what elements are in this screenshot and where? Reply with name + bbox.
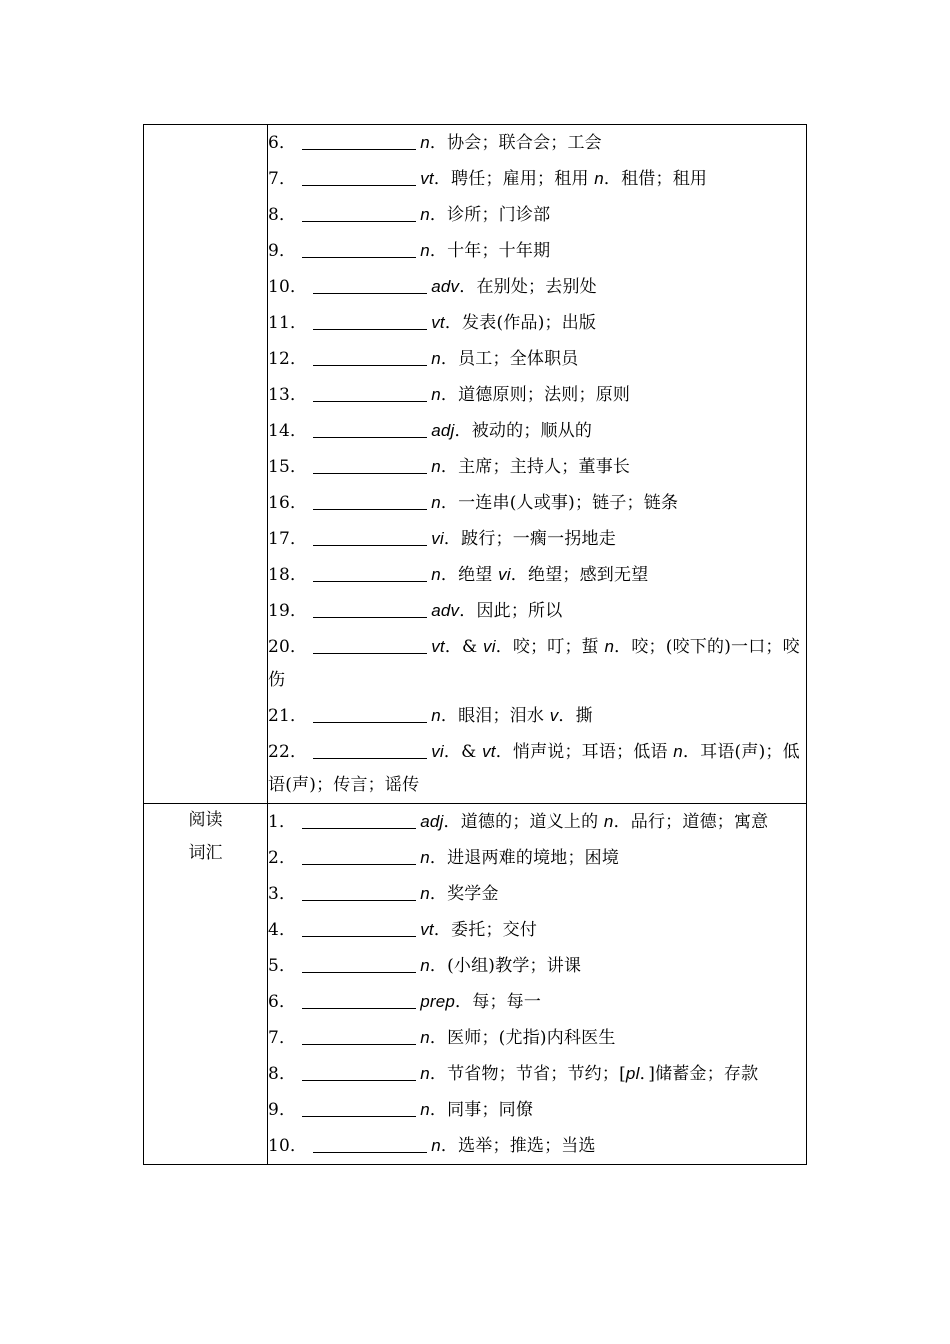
part-of-speech: n [604, 637, 615, 656]
entry-number: 9． [268, 1100, 297, 1120]
part-of-speech: adj [420, 812, 444, 831]
vocab-entry [268, 521, 806, 557]
vocab-entry [268, 341, 806, 377]
answer-blank[interactable] [302, 1062, 416, 1081]
vocab-entry [268, 734, 806, 803]
vocab-entry [268, 984, 806, 1020]
vocab-entry [268, 557, 806, 593]
answer-blank[interactable] [302, 846, 416, 865]
definition-text: ．耳语(声)；低语(声)；传言；谣传 [268, 742, 800, 795]
definition-text: ．因此；所以 [459, 601, 563, 621]
definition-text: ．& [443, 742, 483, 762]
vocab-entry [268, 804, 806, 840]
part-of-speech: vt [431, 313, 445, 332]
definition-text: ．]储蓄金；存款 [639, 1064, 759, 1084]
vocab-entry [268, 593, 806, 629]
part-of-speech: n [420, 1100, 430, 1119]
answer-blank[interactable] [302, 954, 416, 973]
answer-blank[interactable] [302, 990, 416, 1009]
vocab-entry [268, 1020, 806, 1056]
answer-blank[interactable] [313, 311, 427, 330]
part-of-speech: n [431, 1136, 441, 1155]
entry-number: 20． [268, 637, 308, 657]
part-of-speech: vi [483, 637, 496, 656]
word-list-cell [268, 125, 807, 804]
answer-blank[interactable] [313, 347, 427, 366]
answer-blank[interactable] [313, 635, 427, 654]
definition-text: ．悄声说；耳语；低语 [495, 742, 674, 762]
definition-text: ．委托；交付 [433, 920, 538, 940]
definition-text: ．品行；道德；寓意 [613, 812, 769, 832]
vocab-entry [268, 125, 806, 161]
part-of-speech: n [431, 349, 441, 368]
part-of-speech: v [549, 706, 559, 725]
section-label-cell [144, 125, 268, 804]
definition-text: ．发表(作品)；出版 [444, 313, 597, 333]
definition-text: ．医师；(尤指)内科医生 [429, 1028, 616, 1048]
entry-number: 12． [268, 349, 308, 369]
answer-blank[interactable] [302, 239, 416, 258]
definition-text: ．员工；全体职员 [440, 349, 579, 369]
entry-number: 7． [268, 169, 297, 189]
vocab-entry [268, 161, 806, 197]
definition-text: ．在别处；去别处 [459, 277, 597, 297]
answer-blank[interactable] [313, 455, 427, 474]
answer-blank[interactable] [313, 599, 427, 618]
vocab-entry [268, 233, 806, 269]
definition-text: ．每；每一 [455, 992, 542, 1012]
definition-text: ．租借；租用 [603, 169, 708, 189]
entry-number: 22． [268, 742, 308, 762]
part-of-speech: vt [482, 742, 496, 761]
vocab-entry [268, 876, 806, 912]
part-of-speech: vi [431, 529, 444, 548]
part-of-speech: vt [420, 169, 434, 188]
part-of-speech: n [431, 706, 441, 725]
entry-number: 6． [268, 133, 297, 153]
definition-text: ．选举；推选；当选 [440, 1136, 596, 1156]
definition-text: ．道德原则；法则；原则 [440, 385, 631, 405]
entry-number: 7． [268, 1028, 297, 1048]
entry-number: 8． [268, 1064, 297, 1084]
answer-blank[interactable] [302, 1098, 416, 1117]
entry-number: 6． [268, 992, 297, 1012]
entry-number: 18． [268, 565, 308, 585]
vocab-entry [268, 912, 806, 948]
definition-text: ．聘任；雇用；租用 [433, 169, 595, 189]
part-of-speech: n [431, 457, 441, 476]
entry-number: 21． [268, 706, 308, 726]
answer-blank[interactable] [302, 167, 416, 186]
section-label-line2: 词汇 [188, 843, 223, 863]
part-of-speech: prep [420, 992, 456, 1011]
definition-text: ．十年；十年期 [429, 241, 551, 261]
entry-number: 19． [268, 601, 308, 621]
answer-blank[interactable] [302, 203, 416, 222]
entry-number: 9． [268, 241, 297, 261]
answer-blank[interactable] [302, 918, 416, 937]
definition-text: ．奖学金 [429, 884, 499, 904]
part-of-speech: n [420, 205, 430, 224]
part-of-speech: vi [431, 742, 444, 761]
part-of-speech: adv [431, 277, 460, 296]
entry-number: 10． [268, 277, 308, 297]
vocab-entry [268, 197, 806, 233]
vocab-entry [268, 948, 806, 984]
part-of-speech: n [420, 884, 430, 903]
answer-blank[interactable] [313, 704, 427, 723]
part-of-speech: n [420, 241, 430, 260]
entry-number: 4． [268, 920, 297, 940]
vocab-entry [268, 629, 806, 698]
definition-text: ．协会；联合会；工会 [429, 133, 602, 153]
entry-number: 1． [268, 812, 297, 832]
part-of-speech: n [420, 133, 430, 152]
definition-text: ．咬；叮；蜇 [495, 637, 605, 657]
section-label-line1: 阅读 [188, 810, 223, 830]
part-of-speech: n [420, 848, 430, 867]
answer-blank[interactable] [313, 275, 427, 294]
definition-text: ．跛行；一瘸一拐地走 [443, 529, 616, 549]
word-list-cell [268, 804, 807, 1165]
vocab-entry [268, 269, 806, 305]
vocab-entry [268, 840, 806, 876]
part-of-speech: vt [431, 637, 445, 656]
answer-blank[interactable] [302, 1026, 416, 1045]
part-of-speech: n [603, 812, 614, 831]
vocab-entry [268, 449, 806, 485]
vocab-entry [268, 1056, 806, 1092]
definition-text: ．诊所；门诊部 [429, 205, 551, 225]
entry-number: 3． [268, 884, 297, 904]
definition-text: ．主席；主持人；董事长 [440, 457, 631, 477]
entry-number: 17． [268, 529, 308, 549]
answer-blank[interactable] [302, 810, 416, 829]
definition-text: ．被动的；顺从的 [454, 421, 593, 441]
part-of-speech: n [431, 565, 441, 584]
part-of-speech: n [431, 385, 441, 404]
answer-blank[interactable] [302, 131, 416, 150]
part-of-speech: n [431, 493, 441, 512]
table-row [144, 804, 807, 1165]
vocab-entry [268, 377, 806, 413]
definition-text: ．同事；同僚 [429, 1100, 534, 1120]
entry-number: 14． [268, 421, 308, 441]
definition-text: ．撕 [558, 706, 593, 726]
entry-number: 2． [268, 848, 297, 868]
definition-text: ．绝望 [440, 565, 499, 585]
answer-blank[interactable] [313, 563, 427, 582]
definition-text: ．绝望；感到无望 [510, 565, 649, 585]
part-of-speech: n [420, 1064, 430, 1083]
word-list [268, 125, 806, 803]
word-list [268, 804, 806, 1164]
part-of-speech: vi [498, 565, 511, 584]
vocab-entry [268, 1128, 806, 1164]
entry-number: 10． [268, 1136, 308, 1156]
answer-blank[interactable] [313, 1134, 427, 1153]
entry-number: 5． [268, 956, 297, 976]
vocab-entry [268, 1092, 806, 1128]
section-label-cell [144, 804, 268, 1165]
vocab-entry [268, 485, 806, 521]
answer-blank[interactable] [313, 740, 427, 759]
answer-blank[interactable] [302, 882, 416, 901]
answer-blank[interactable] [313, 491, 427, 510]
entry-number: 13． [268, 385, 308, 405]
definition-text: ．进退两难的境地；困境 [429, 848, 620, 868]
definition-text: ．& [444, 637, 483, 657]
answer-blank[interactable] [313, 419, 427, 438]
entry-number: 8． [268, 205, 297, 225]
table-row [144, 125, 807, 804]
vocab-entry [268, 305, 806, 341]
definition-text: ．节省物；节省；节约；[ [429, 1064, 626, 1084]
vocabulary-table [143, 124, 807, 1165]
definition-text: ．一连串(人或事)；链子；链条 [440, 493, 679, 513]
definition-text: ．(小组)教学；讲课 [429, 956, 582, 976]
part-of-speech: adv [431, 601, 460, 620]
part-of-speech: n [420, 1028, 430, 1047]
part-of-speech: pl [625, 1064, 640, 1083]
definition-text: ．咬；(咬下的)一口；咬伤 [268, 637, 800, 690]
entry-number: 16． [268, 493, 308, 513]
definition-text: ．眼泪；泪水 [440, 706, 550, 726]
part-of-speech: adj [431, 421, 455, 440]
part-of-speech: vt [420, 920, 434, 939]
vocab-entry [268, 413, 806, 449]
part-of-speech: n [594, 169, 604, 188]
definition-text: ．道德的；道义上的 [443, 812, 604, 832]
entry-number: 11． [268, 313, 308, 333]
entry-number: 15． [268, 457, 308, 477]
part-of-speech: n [673, 742, 683, 761]
vocab-entry [268, 698, 806, 734]
part-of-speech: n [420, 956, 430, 975]
answer-blank[interactable] [313, 383, 427, 402]
answer-blank[interactable] [313, 527, 427, 546]
